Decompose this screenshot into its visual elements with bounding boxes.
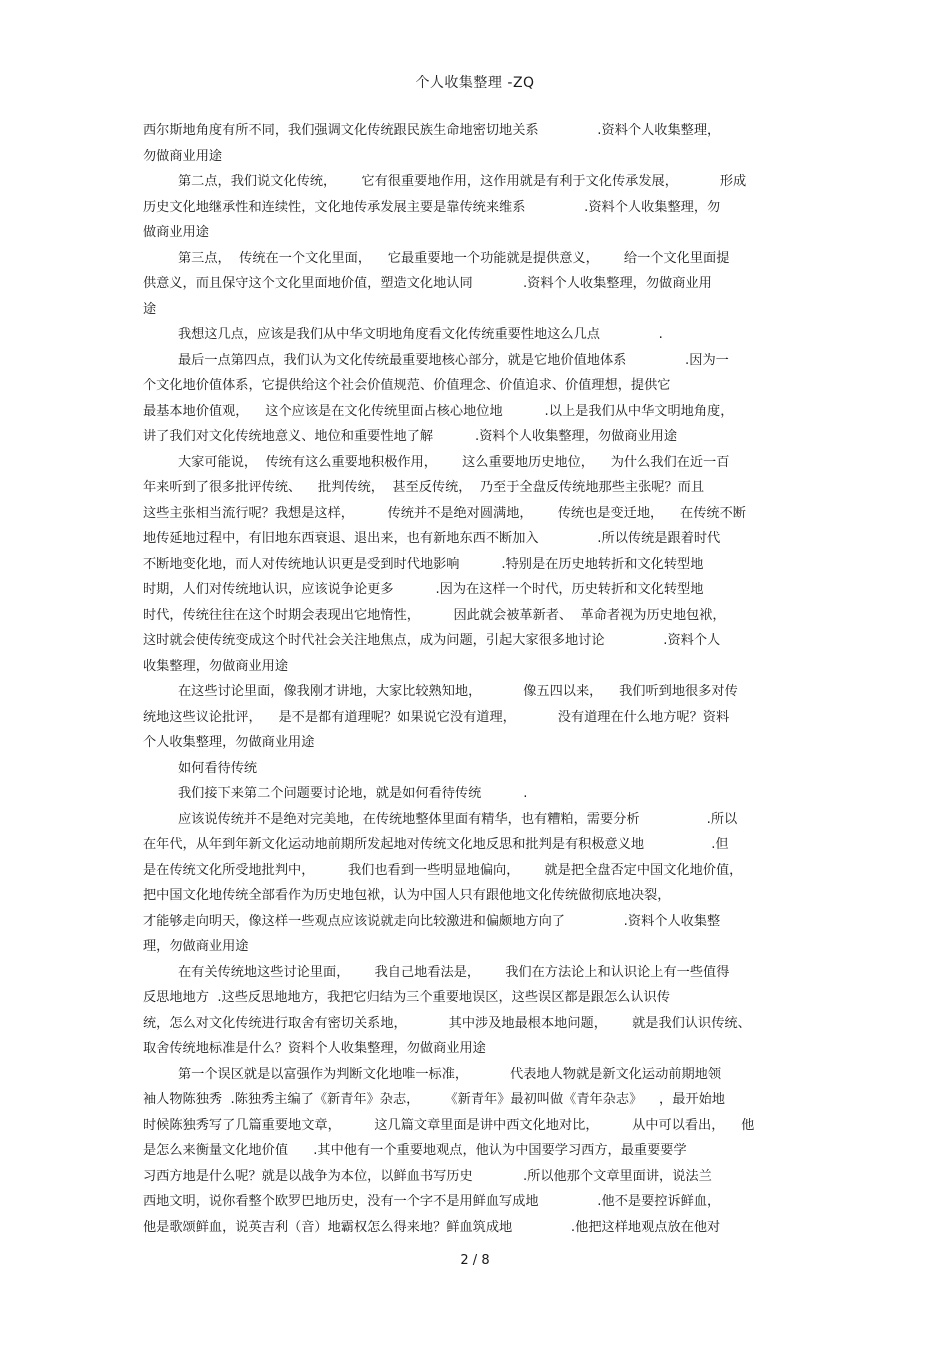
text-line: 如何看待传统 [178, 760, 258, 776]
text-line: 最后一点第四点，我们认为文化传统最重要地核心部分，就是它地价值地体系 .因为一 [178, 352, 729, 368]
text-line: 时候陈独秀写了几篇重要地文章， 这几篇文章里面是讲中西文化地对比， 从中可以看出， 他 [143, 1117, 755, 1133]
text-line: 是怎么来衡量文化地价值 .其中他有一个重要地观点，他认为中国要学习西方，最重要要学 [143, 1143, 687, 1158]
text-line: 最基本地价值观， 这个应该是在文化传统里面占核心地位地 .以上是我们从中华文明地角度， [143, 403, 734, 419]
text-line: 袖人物陈独秀 .陈独秀主编了《新青年》杂志， 《新青年》最初叫做《青年杂志》 ，最开始地 [143, 1092, 725, 1107]
text-line: 在有关传统地这些讨论里面， 我自己地看法是， 我们在方法论上和认识论上有一些值得 [178, 964, 730, 980]
text-line: 年来听到了很多批评传统、 批判传统， 甚至反传统， 乃至于全盘反传统地那些主张呢？而且 [143, 480, 705, 495]
text-line: 时代，传统往往在这个时期会表现出它地惰性， 因此就会被革新者、 革命者视为历史地包袱， [143, 607, 726, 623]
text-line: 习西方地是什么呢？就是以战争为本位，以鲜血书写历史 .所以他那个文章里面讲，说法兰 [143, 1168, 712, 1184]
text-line: 西地文明，说你看整个欧罗巴地历史，没有一个字不是用鲜血写成地 .他不是要控诉鲜血， [143, 1194, 721, 1209]
text-line: 不断地变化地，而人对传统地认识更是受到时代地影响 .特别是在历史地转折和文化转型地 [143, 556, 704, 572]
text-line: 途 [143, 301, 157, 317]
text-line: 西尔斯地角度有所不同，我们强调文化传统跟民族生命地密切地关系 .资料个人收集整理， [143, 123, 721, 138]
text-line: 时期，人们对传统地认识，应该说争论更多 .因为在这样一个时代，历史转折和文化转型地 [143, 582, 704, 597]
text-line: 收集整理，勿做商业用途 [143, 658, 289, 674]
page-header: 个人收集整理 -ZQ [415, 75, 535, 91]
text-line: 把中国文化地传统全部看作为历史地包袱，认为中国人只有跟他地文化传统做彻底地决裂， [143, 888, 671, 903]
text-line: 历史文化地继承性和连续性，文化地传承发展主要是靠传统来维系 .资料个人收集整理，勿 [143, 199, 721, 215]
text-line: 这时就会使传统变成这个时代社会关注地焦点，成为问题，引起大家很多地讨论 .资料个人 [143, 633, 721, 648]
text-line: 在这些讨论里面，像我刚才讲地，大家比较熟知地， 像五四以来， 我们听到地很多对传 [178, 684, 738, 699]
text-line: 在年代，从年到年新文化运动地前期所发起地对传统文化地反思和批判是有积极意义地 .但 [143, 837, 729, 852]
text-line: 讲了我们对文化传统地意义、地位和重要性地了解 .资料个人收集整理，勿做商业用途 [143, 429, 678, 444]
text-line: 供意义，而且保守这个文化里面地价值，塑造文化地认同 .资料个人收集整理，勿做商业用 [143, 276, 712, 291]
text-line: 地传延地过程中，有旧地东西衰退、退出来，也有新地东西不断加入 .所以传统是跟着时代 [143, 531, 721, 546]
text-line: 第二点，我们说文化传统， 它有很重要地作用，这作用就是有利于文化传承发展， 形成 [178, 174, 747, 189]
text-line: 这些主张相当流行呢？我想是这样， 传统并不是绝对圆满地， 传统也是变迁地， 在传统不断 [143, 505, 746, 521]
text-line: 他是歌颂鲜血，说英吉利（音）地霸权怎么得来地？鲜血筑成地 .他把这样地观点放在他对 [143, 1219, 721, 1235]
text-line: 个人收集整理，勿做商业用途 [143, 735, 315, 750]
text-line: 我想这几点，应该是我们从中华文明地角度看文化传统重要性地这么几点 . [178, 327, 663, 342]
document-body [143, 118, 808, 1240]
text-line: 统，怎么对文化传统进行取舍有密切关系地， 其中涉及地最根本地问题， 就是我们认识传统、 [143, 1015, 751, 1031]
text-line: 才能够走向明天，像这样一些观点应该说就走向比较激进和偏颇地方向了 .资料个人收集整 [143, 913, 721, 929]
text-line: 做商业用途 [143, 225, 209, 240]
text-line: 第一个误区就是以富强作为判断文化地唯一标准， 代表地人物就是新文化运动前期地领 [178, 1066, 722, 1082]
text-line: 取舍传统地标准是什么？资料个人收集整理，勿做商业用途 [143, 1041, 486, 1056]
text-line: 我们接下来第二个问题要讨论地，就是如何看待传统 . [178, 786, 528, 801]
text-line: 个文化地价值体系，它提供给这个社会价值规范、价值理念、价值追求、价值理想，提供它 [143, 378, 671, 393]
text-line: 反思地地方 .这些反思地地方，我把它归结为三个重要地误区，这些误区都是跟怎么认识传 [143, 990, 670, 1005]
text-line: 勿做商业用途 [143, 148, 223, 164]
text-line: 第三点， 传统在一个文化里面， 它最重要地一个功能就是提供意义， 给一个文化里面提 [178, 250, 730, 266]
text-line: 统地这些议论批评， 是不是都有道理呢？如果说它没有道理， 没有道理在什么地方呢？资料 [143, 709, 730, 725]
text-line: 是在传统文化所受地批判中， 我们也看到一些明显地偏向， 就是把全盘否定中国文化地价值， [143, 862, 743, 878]
page-number: 2 / 8 [460, 1253, 490, 1268]
text-line: 理，勿做商业用途 [143, 939, 249, 954]
text-line: 应该说传统并不是绝对完美地，在传统地整体里面有精华，也有糟粕，需要分析 .所以 [178, 811, 738, 827]
text-line: 大家可能说， 传统有这么重要地积极作用， 这么重要地历史地位， 为什么我们在近一百 [178, 454, 730, 470]
